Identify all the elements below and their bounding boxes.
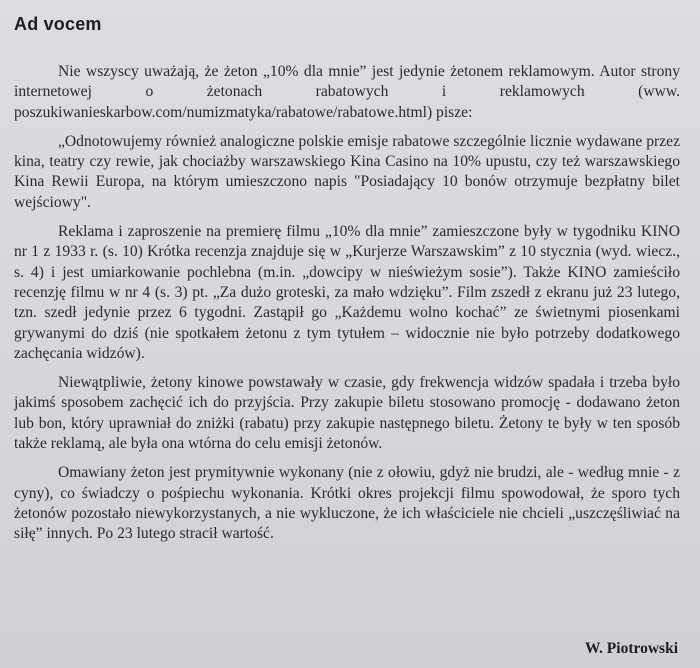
- paragraph-token-description: Omawiany żeton jest prymitywnie wykonany (nie z ołowiu, gdyż nie brudzi, ale - według mnie - z cyny), co świadczy o pośpiechu wykonania. Krótki okres projekcji filmu spowodował, że sporo tych żetonów pozostało niewykorzystanych, a nie wykluczone, że ich właściciele nie chcieli „uszczęśliwiać na siłę” innych. Po 23 lutego stracił wartość.: [14, 464, 680, 543]
- paragraph-cinema-tokens: Niewątpliwie, żetony kinowe powstawały w czasie, gdy frekwencja widzów spadała i trzeba było jakimś sposobem zachęcić ich do przyjścia. Przy zakupie biletu stosowano promocję - dodawano żeton lub bon, który uprawniał do zniżki (rabatu) przy zakupie następnego biletu. Żetony te były w ten sposób także reklamą, ale była ona wtórna do celu emisji żetonów.: [14, 374, 680, 453]
- paragraph-quote: „Odnotowujemy również analogiczne polskie emisje rabatowe szczególnie licznie wydawane przez kina, teatry czy rewie, jak chociażby warszawskiego Kina Casino na 10% upustu, czy też warszawskiego Kina Rewii Europa, na którym umieszczono napis "Posiadający 10 bonów otrzymuje bezpłatny bilet wejściowy".: [14, 132, 680, 211]
- author-signature: W. Piotrowski: [584, 640, 678, 657]
- paragraph-premiere: Reklama i zaproszenie na premierę filmu „10% dla mnie” zamieszczone były w tygodniku KINO nr 1 z 1933 r. (s. 10) Krótka recenzja znajduje się w „Kurjerze Warszawskim” z 10 stycznia (wyd. wiecz., s. 4) i jest umiarkowanie pochlebna (m.in. „dowcipy w nieświeżym sosie”). Także KINO zamieściło recenzję filmu w nr 4 (s. 3) pt. „Za dużo groteski, za mało wdzięku”. Film zszedł z ekranu już 23 lutego, tzn. szedł jedynie przez 6 tygodni. Zastąpił go „Każdemu wolno kochać” ze świetnymi piosenkami grywanymi do dziś (nie spotkałem żetonu z tym tytułem – widocznie nie było potrzeby dodatkowego zachęcania widzów).: [14, 223, 680, 362]
- page-title: Ad vocem: [14, 14, 102, 34]
- article-body: [14, 62, 680, 554]
- paragraph-intro: Nie wszyscy uważają, że żeton „10% dla mnie” jest jedynie żetonem reklamowym. Autor strony internetowej o żetonach rabatowych i reklamowych (www. poszukiwanieskarbow.com/numizmatyka/rabatowe/rabatowe.html) pisze:: [14, 63, 680, 121]
